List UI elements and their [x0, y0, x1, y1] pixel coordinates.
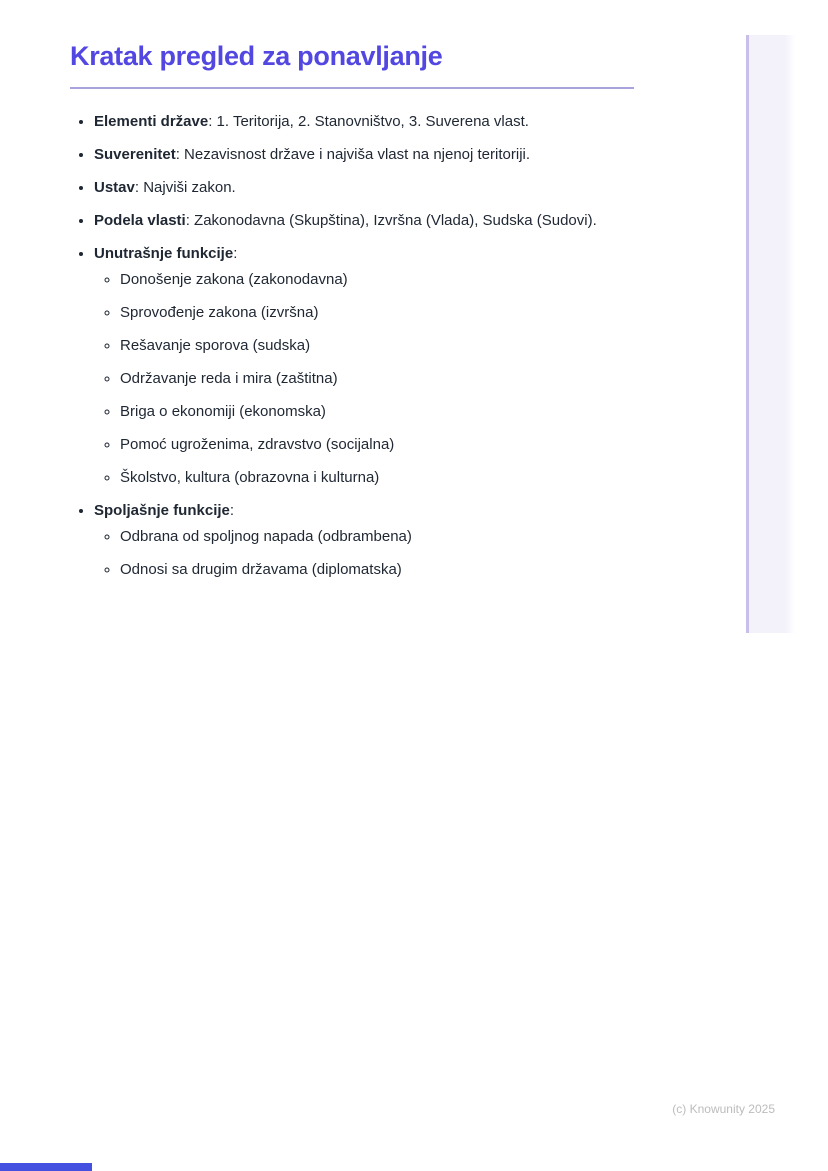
sub-list-item: ◦ Sprovođenje zakona (izvršna) — [120, 303, 670, 323]
list-item — [94, 501, 670, 580]
sub-list-item: ◦ Održavanje reda i mira (zaštitna) — [120, 369, 670, 389]
sub-list-item: ◦ Pomoć ugroženima, zdravstvo (socijalna) — [120, 435, 670, 455]
sub-list-item: ◦ Rešavanje sporova (sudska) — [120, 336, 670, 356]
list-item — [94, 145, 670, 165]
sub-list-item: ◦ Školstvo, kultura (obrazovna i kulturna) — [120, 468, 670, 488]
list-item-text: : Najviši zakon. — [134, 179, 236, 196]
sub-list-item: ◦ Odnosi sa drugim državama (diplomatska) — [120, 560, 670, 580]
sub-list-item: ◦ Briga o ekonomiji (ekonomska) — [120, 402, 670, 422]
list-item-text: : Zakonodavna (Skupština), Izvršna (Vlada), Sudska (Sudovi). — [185, 212, 597, 229]
list-item-term: Unutrašnje funkcije — [94, 245, 234, 262]
list-item-text: : — [229, 502, 235, 519]
topic-list — [70, 112, 670, 580]
list-item — [94, 112, 670, 132]
list-item — [94, 178, 670, 198]
list-item-text: : — [233, 245, 238, 262]
list-item-text: : Nezavisnost države i najviša vlast na njenoj teritoriji. — [175, 146, 531, 163]
next-page-top-strip — [0, 1163, 92, 1171]
sub-list-item: ◦ Odbrana od spoljnog napada (odbrambena) — [120, 527, 670, 547]
sub-list-item: ◦ Donošenje zakona (zakonodavna) — [120, 270, 670, 290]
list-item-term: Spoljašnje funkcije — [94, 502, 230, 519]
list-item-term: Podela vlasti — [94, 212, 186, 229]
page-title: Kratak pregled za ponavljanje — [70, 41, 443, 71]
list-item — [94, 211, 670, 231]
list-item — [94, 244, 670, 488]
list-item-term: Ustav — [94, 179, 135, 196]
page-content — [70, 40, 670, 593]
title-divider — [70, 87, 634, 89]
list-item-term: Elementi države — [94, 113, 209, 130]
list-item-text: : 1. Teritorija, 2. Stanovništvo, 3. Suverena vlast. — [208, 113, 529, 130]
list-item-term: Suverenitet — [94, 146, 176, 163]
sub-list — [94, 527, 670, 580]
sub-list — [94, 270, 670, 488]
footer-credit: (c) Knowunity 2025 — [672, 1102, 775, 1116]
side-rail — [746, 35, 795, 633]
